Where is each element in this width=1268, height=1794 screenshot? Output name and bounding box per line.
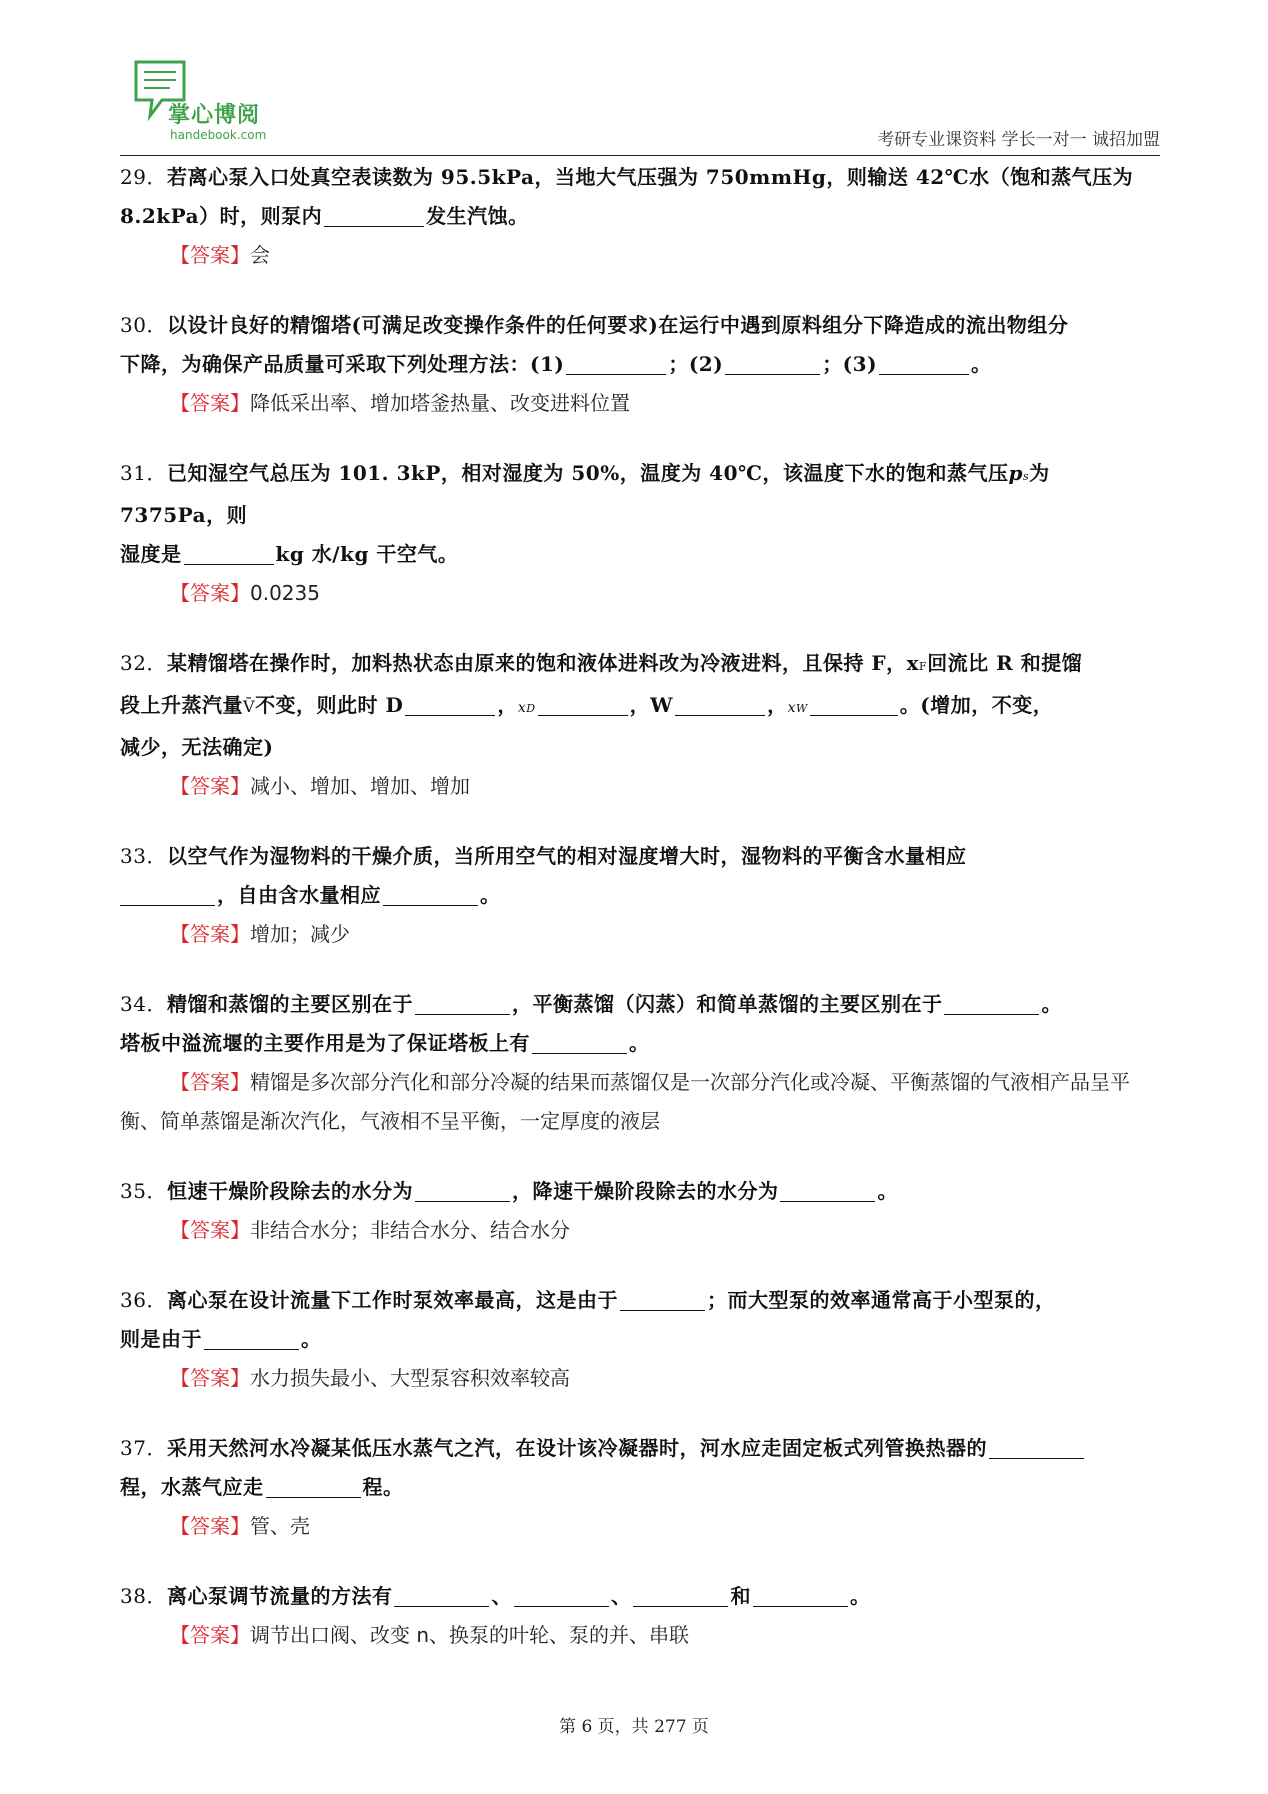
- answer-blank: [675, 693, 765, 716]
- question-number: 33．: [120, 844, 167, 868]
- answer-label: 【答案】: [170, 922, 250, 946]
- question-text: 29．若离心泵入口处真空表读数为 95.5kPa，当地大气压强为 750mmHg，则输送 42℃水（饱和蒸气压为 8.2kPa）时，则泵内 发生汽蚀。: [120, 165, 1134, 228]
- answer-blank: [394, 1584, 489, 1607]
- question-text: 35．恒速干燥阶段除去的水分为 ，降速干燥阶段除去的水分为 。: [120, 1179, 898, 1203]
- question-number: 31．: [120, 461, 167, 485]
- answer: 【答案】管、壳: [170, 1514, 310, 1538]
- question-33: [120, 837, 1160, 954]
- answer-blank: [566, 352, 666, 375]
- answer-label: 【答案】: [170, 243, 250, 267]
- question-text: 31．已知湿空气总压为 101. 3kP，相对湿度为 50%，温度为 40℃，该温度下水的饱和蒸气压ps为 7375Pa，则 湿度是 kg 水/kg 干空气。: [120, 461, 1050, 566]
- question-number: 32．: [120, 651, 167, 675]
- answer-label: 【答案】: [170, 581, 250, 605]
- answer-blank: [514, 1584, 609, 1607]
- question-31: [120, 454, 1160, 613]
- question-text: 32．某精馏塔在操作时，加料热状态由原来的饱和液体进料改为冷液进料，且保持 F，xF回流比 R 和提馏 段上升蒸汽量V̄不变，则此时 D ，xD ，W ，xW 。(增加，不变， 减少，无法确定): [120, 651, 1083, 759]
- page-footer: 第 6 页，共 277 页: [559, 1717, 709, 1737]
- answer-blank: [810, 693, 898, 716]
- question-text: 33．以空气作为湿物料的干燥介质，当所用空气的相对湿度增大时，湿物料的平衡含水量相应 ，自由含水量相应 。: [120, 844, 967, 907]
- answer-blank: [184, 542, 274, 565]
- answer-label: 【答案】: [170, 1366, 250, 1390]
- answer: 【答案】非结合水分；非结合水分、结合水分: [170, 1218, 570, 1242]
- question-number: 38．: [120, 1584, 167, 1608]
- answer-label: 【答案】: [170, 774, 250, 798]
- answer-label: 【答案】: [170, 1623, 250, 1647]
- answer-blank: [120, 883, 215, 906]
- logo-text: 掌心博阅: [168, 103, 261, 128]
- answer-blank: [532, 1031, 627, 1054]
- answer-blank: [620, 1288, 705, 1311]
- answer-blank: [753, 1584, 848, 1607]
- answer-label: 【答案】: [170, 1070, 250, 1094]
- answer-blank: [415, 992, 510, 1015]
- header-divider: [120, 155, 1160, 156]
- answer: 【答案】精馏是多次部分汽化和部分冷凝的结果而蒸馏仅是一次部分汽化或冷凝、平衡蒸馏的气液相产品呈平衡、简单蒸馏是渐次汽化，气液相不呈平衡，一定厚度的液层: [120, 1070, 1130, 1133]
- question-38: [120, 1577, 1160, 1655]
- answer: 【答案】0.0235: [170, 581, 320, 605]
- answer-label: 【答案】: [170, 1514, 250, 1538]
- question-number: 30．: [120, 313, 167, 337]
- question-list: [120, 158, 1160, 1655]
- question-34: [120, 985, 1160, 1141]
- question-32: [120, 644, 1160, 806]
- question-35: [120, 1172, 1160, 1250]
- answer: 【答案】减小、增加、增加、增加: [170, 774, 470, 798]
- answer-blank: [204, 1327, 299, 1350]
- header-tagline: 考研专业课资料 学长一对一 诚招加盟: [877, 130, 1160, 150]
- answer-blank: [405, 693, 495, 716]
- question-number: 29．: [120, 165, 167, 189]
- question-29: [120, 158, 1160, 275]
- answer: 【答案】水力损失最小、大型泵容积效率较高: [170, 1366, 570, 1390]
- answer-blank: [633, 1584, 728, 1607]
- answer-blank: [538, 693, 628, 716]
- question-number: 34．: [120, 992, 167, 1016]
- question-text: 38．离心泵调节流量的方法有 、 、 和 。: [120, 1584, 871, 1608]
- answer-blank: [383, 883, 478, 906]
- answer: 【答案】会: [170, 243, 270, 267]
- answer-blank: [415, 1179, 510, 1202]
- answer: 【答案】调节出口阀、改变 n、换泵的叶轮、泵的并、串联: [170, 1623, 690, 1647]
- answer-blank: [266, 1475, 361, 1498]
- answer-label: 【答案】: [170, 1218, 250, 1242]
- question-number: 37．: [120, 1436, 167, 1460]
- answer-blank: [780, 1179, 875, 1202]
- question-37: [120, 1429, 1160, 1546]
- answer-blank: [324, 204, 424, 227]
- question-text: 30．以设计良好的精馏塔(可满足改变操作条件的任何要求)在运行中遇到原料组分下降造成的流出物组分 下降，为确保产品质量可采取下列处理方法：(1) ；(2) ；(3) 。: [120, 313, 1069, 376]
- question-number: 35．: [120, 1179, 167, 1203]
- answer-blank: [879, 352, 969, 375]
- question-36: [120, 1281, 1160, 1398]
- question-number: 36．: [120, 1288, 167, 1312]
- answer: 【答案】增加；减少: [170, 922, 350, 946]
- question-30: [120, 306, 1160, 423]
- logo-url: handebook.com: [170, 128, 267, 142]
- answer-blank: [944, 992, 1039, 1015]
- answer-blank: [725, 352, 820, 375]
- question-text: 37．采用天然河水冷凝某低压水蒸气之汽，在设计该冷凝器时，河水应走固定板式列管换热器的 程，水蒸气应走 程。: [120, 1429, 1160, 1507]
- answer: 【答案】降低采出率、增加塔釜热量、改变进料位置: [170, 391, 630, 415]
- question-text: 34．精馏和蒸馏的主要区别在于 ，平衡蒸馏（闪蒸）和简单蒸馏的主要区别在于 。 塔板中溢流堰的主要作用是为了保证塔板上有 。: [120, 992, 1062, 1055]
- answer-blank: [989, 1436, 1084, 1459]
- question-text: 36．离心泵在设计流量下工作时泵效率最高，这是由于 ；而大型泵的效率通常高于小型泵的， 则是由于 。: [120, 1288, 1056, 1351]
- answer-label: 【答案】: [170, 391, 250, 415]
